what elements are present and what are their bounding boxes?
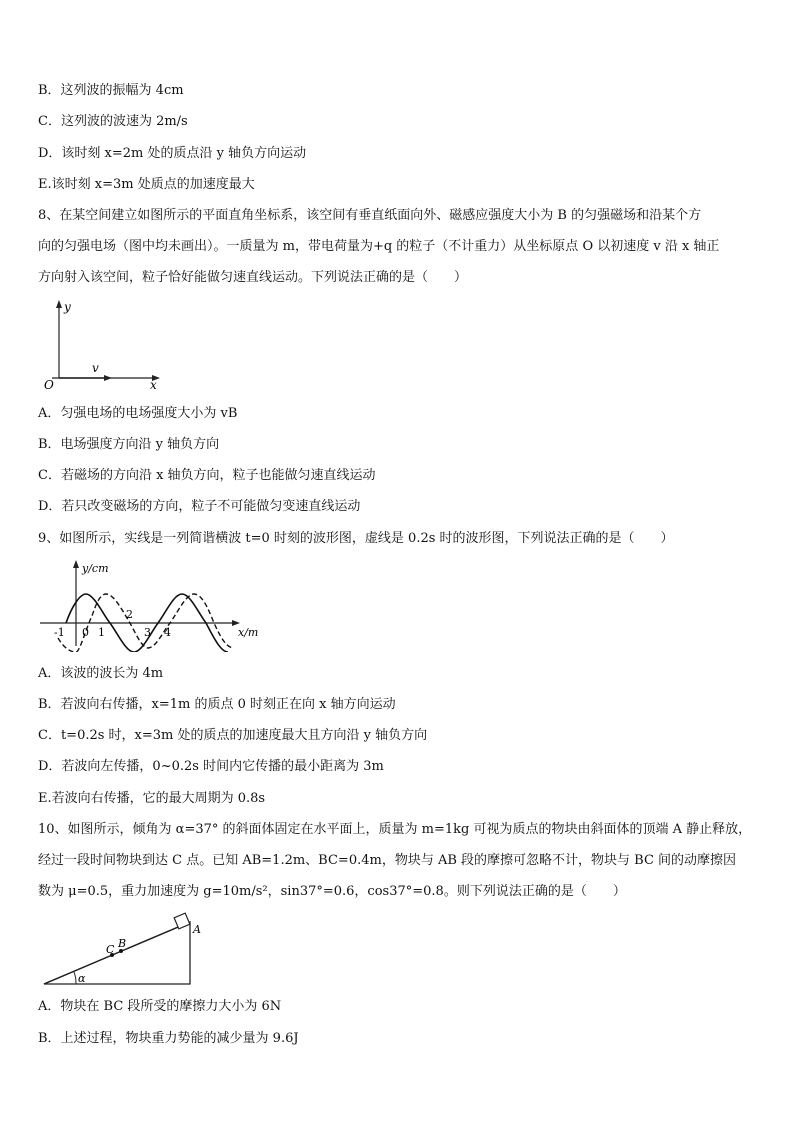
q8-axes-figure — [36, 296, 166, 392]
q9-y-axis-label: y/cm — [82, 562, 109, 575]
q8-option-a: A．匀强电场的电场强度大小为 vB — [38, 406, 238, 421]
q8-option-b: B．电场强度方向沿 y 轴负方向 — [38, 437, 220, 452]
q9-x-axis-label: x/m — [238, 626, 259, 639]
q7-option-d: D．该时刻 x=2m 处的质点沿 y 轴负方向运动 — [38, 146, 307, 161]
q10-option-a: A．物块在 BC 段所受的摩擦力大小为 6N — [38, 999, 282, 1014]
q9-option-b: B．若波向右传播，x=1m 的质点 0 时刻正在向 x 轴方向运动 — [38, 697, 396, 712]
q8-velocity-label: v — [92, 361, 99, 375]
q8-origin-label: O — [44, 378, 54, 392]
q9-option-a: A．该波的波长为 4m — [38, 666, 164, 681]
q9-stem: 9、如图所示，实线是一列简谐横波 t=0 时刻的波形图，虚线是 0.2s 时的波形图，下列说法正确的是（ ） — [38, 531, 674, 546]
q8-y-axis-label: y — [64, 300, 71, 314]
q7-option-e: E.该时刻 x=3m 处质点的加速度最大 — [38, 177, 255, 192]
q10-label-alpha: α — [78, 972, 86, 985]
q9-tick-1: 1 — [98, 626, 105, 639]
q10-stem-line-2: 经过一段时间物块到达 C 点。已知 AB=1.2m、BC=0.4m，物块与 AB 段的摩擦可忽略不计，物块与 BC 间的动摩擦因 — [38, 853, 737, 868]
q10-label-a: A — [193, 923, 201, 936]
q8-stem-line-2: 向的匀强电场（图中均未画出）。一质量为 m，带电荷量为+q 的粒子（不计重力）从坐标原点 O 以初速度 v 沿 x 轴正 — [38, 239, 720, 254]
q8-stem-line-3: 方向射入该空间，粒子恰好能做匀速直线运动。下列说法正确的是（ ） — [38, 270, 468, 285]
q9-tick-minus-1: -1 — [54, 626, 65, 639]
q8-stem-line-1: 8、在某空间建立如图所示的平面直角坐标系，该空间有垂直纸面向外、磁感应强度大小为 B 的匀强磁场和沿某个方 — [38, 208, 702, 223]
q7-option-c: C．这列波的波速为 2m/s — [38, 114, 188, 129]
q7-option-b: B．这列波的振幅为 4cm — [38, 83, 184, 98]
q10-option-b: B．上述过程，物块重力势能的减少量为 9.6J — [38, 1031, 299, 1046]
q9-tick-2: 2 — [126, 608, 133, 621]
q9-tick-0: 0 — [82, 626, 89, 639]
q10-stem-line-3: 数为 μ=0.5，重力加速度为 g=10m/s²，sin37°=0.6，cos37°=0.8。则下列说法正确的是（ ） — [38, 884, 626, 899]
q8-x-axis-label: x — [150, 378, 157, 392]
q9-option-c: C．t=0.2s 时，x=3m 处的质点的加速度最大且方向沿 y 轴负方向 — [38, 728, 428, 743]
q9-tick-4: 4 — [164, 626, 171, 639]
q8-option-d: D．若只改变磁场的方向，粒子不可能做匀变速直线运动 — [38, 499, 361, 514]
q9-option-e: E.若波向右传播，它的最大周期为 0.8s — [38, 791, 266, 806]
q9-wave-figure — [36, 556, 276, 652]
q10-label-b: B — [118, 937, 127, 950]
q9-tick-3: 3 — [144, 626, 151, 639]
q8-option-c: C．若磁场的方向沿 x 轴负方向，粒子也能做匀速直线运动 — [38, 468, 376, 483]
q9-option-d: D．若波向左传播，0~0.2s 时间内它传播的最小距离为 3m — [38, 759, 384, 774]
q10-incline-figure — [40, 912, 215, 988]
q10-label-c: C — [106, 943, 115, 956]
q10-stem-line-1: 10、如图所示，倾角为 α=37° 的斜面体固定在水平面上，质量为 m=1kg 可视为质点的物块由斜面体的顶端 A 静止释放， — [38, 822, 752, 837]
